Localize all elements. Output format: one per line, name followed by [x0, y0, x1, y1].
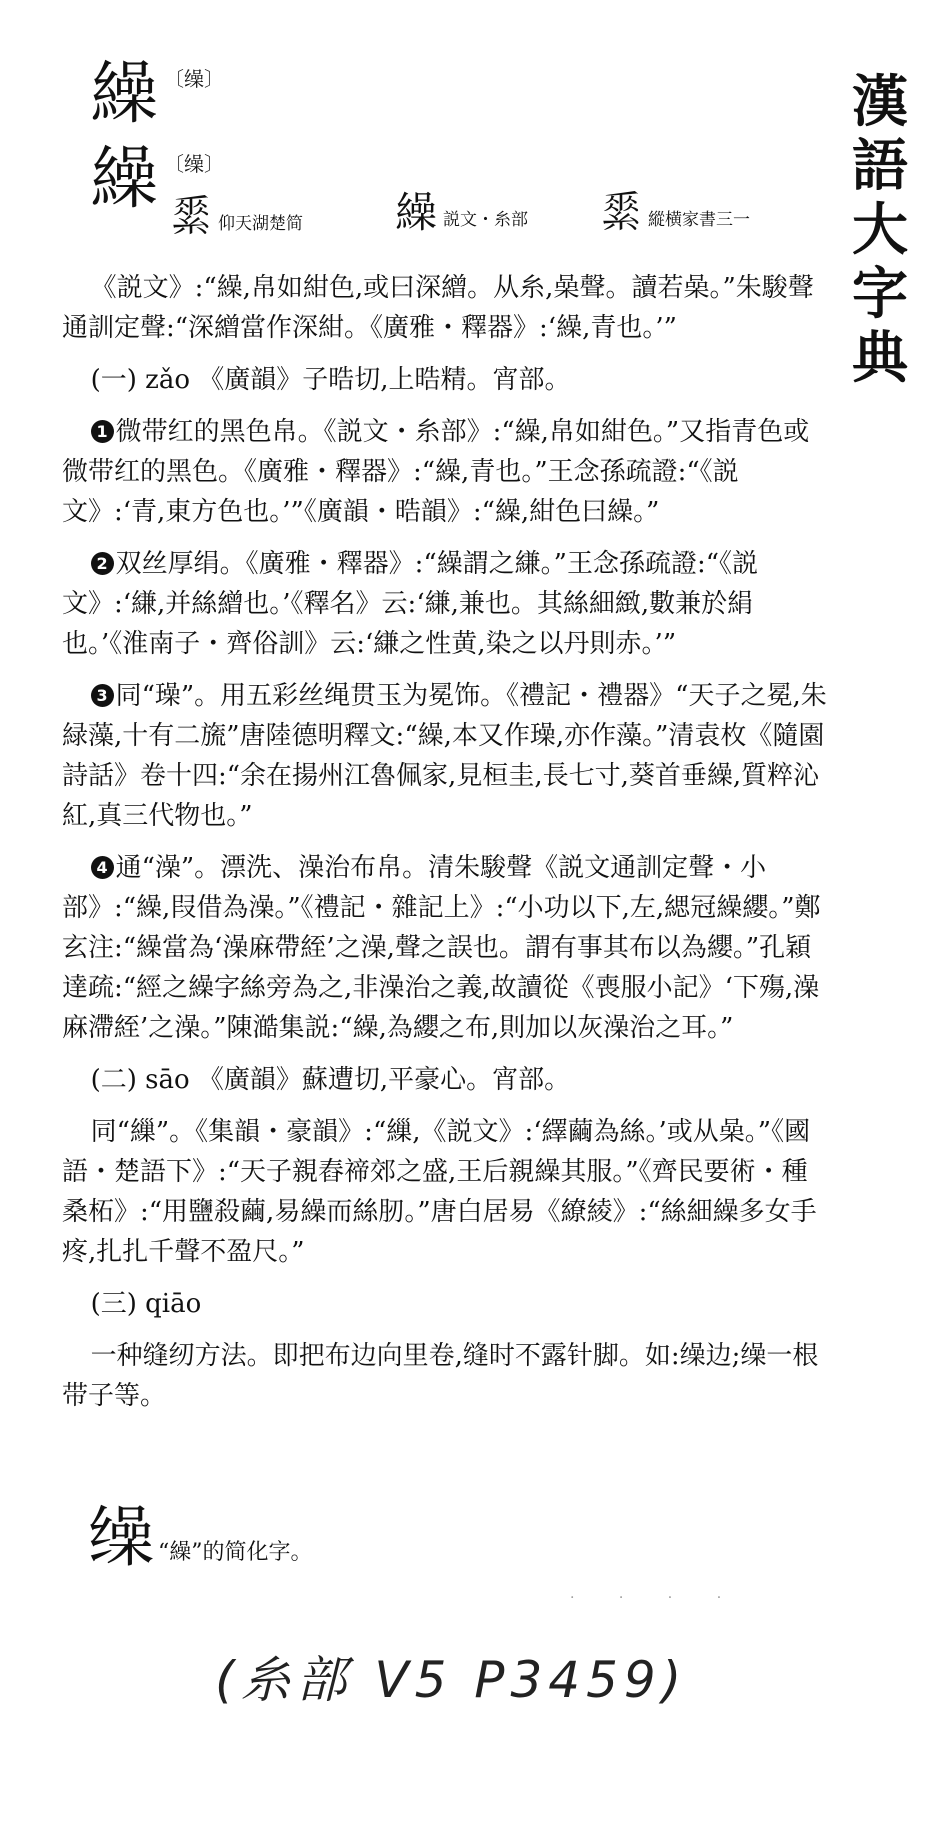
simplified-entry	[88, 1500, 313, 1576]
title-char: 典	[852, 325, 908, 391]
sense-b: 同“繅”。《集韻・豪韻》:“繅,《説文》:‘繹繭為絲。’或从喿。”《國語・楚語下》:“天子親舂禘郊之盛,王后親繰其服。”《齊民要術・種桑柘》:“用鹽殺繭,易繰而絲肕。”唐白居易《繚綾》:“絲細繰多女手疼,扎扎千聲不盈尺。”	[62, 1117, 817, 1267]
ancient-glyph: 𦃃	[170, 192, 213, 241]
simplified-char: 缲	[88, 1499, 154, 1576]
sense-c: 一种缝纫方法。即把布边向里卷,缝时不露针脚。如:缲边;缲一根带子等。	[62, 1341, 819, 1411]
title-char: 字	[852, 261, 908, 327]
headword-char: 繰	[90, 140, 159, 219]
headword-char: 繰	[90, 55, 159, 134]
ancient-form-caption: 仰天湖楚简	[218, 214, 304, 234]
sense-text: 双丝厚绢。《廣雅・釋器》:“繰謂之縑。”王念孫疏證:“《説文》:‘縑,并絲繒也。’《釋名》云:‘縑,兼也。其絲細緻,數兼於絹也。’《淮南子・齊俗訓》云:‘縑之性黄,染之以丹則赤。’”	[62, 549, 758, 659]
ancient-form-caption: 縱横家書三一	[648, 210, 751, 230]
definition-body	[62, 268, 832, 1428]
ancient-form-3	[600, 190, 750, 236]
ancient-glyph: 繰	[395, 188, 438, 237]
sense-1	[62, 412, 832, 532]
simplified-note: “繰”的简化字。	[158, 1540, 313, 1565]
ancient-forms	[170, 190, 830, 250]
sense-4	[62, 848, 832, 1048]
scan-speckles: · · · ·	[570, 1590, 742, 1606]
ancient-form-1	[170, 194, 303, 240]
sense-number-badge: 4	[91, 856, 114, 879]
reading-2: (二) sāo 《廣韻》蘇遭切,平豪心。宵部。	[90, 1065, 571, 1095]
headword-variant: 〔缲〕	[164, 152, 225, 176]
sense-number-badge: 2	[91, 552, 114, 575]
ancient-form-caption: 説文・糸部	[443, 210, 529, 230]
sense-text: 通“澡”。漂洗、澡治布帛。清朱駿聲《説文通訓定聲・小部》:“繰,叚借為澡。”《禮記・雜記上》:“小功以下,左,緦冠繰纓。”鄭玄注:“繰當為‘澡麻帶絰’之澡,聲之誤也。謂有事其布以為纓。”孔穎達疏:“經之繰字絲旁為之,非澡治之義,故讀從《喪服小記》‘下殤,澡麻滯絰’之澡。”陳澔集説:“繰,為纓之布,則加以灰澡治之耳。”	[62, 853, 821, 1043]
ancient-form-2	[395, 190, 528, 236]
sense-text: 微带红的黑色帛。《説文・糸部》:“繰,帛如紺色。”又指青色或微带红的黑色。《廣雅・釋器》:“繰,青也。”王念孫疏證:“《説文》:‘青,東方色也。’”《廣韻・晧韻》:“繰,紺色曰繰。”	[62, 417, 810, 527]
ancient-glyph: 𦃃	[600, 188, 643, 237]
dictionary-title	[840, 70, 920, 390]
reading-3: (三) qiāo	[90, 1289, 202, 1319]
title-char: 大	[852, 197, 908, 263]
sense-2	[62, 544, 832, 664]
sense-number-badge: 1	[91, 420, 114, 443]
reading-1: (一) zǎo 《廣韻》子晧切,上晧精。宵部。	[90, 365, 571, 395]
title-char: 漢	[852, 69, 908, 135]
title-char: 語	[852, 133, 908, 199]
sense-3	[62, 676, 832, 836]
headword-variant: 〔缲〕	[164, 67, 225, 91]
sense-text: 同“璪”。用五彩丝绳贯玉为冕饰。《禮記・禮器》“天子之冕,朱緑藻,十有二旒”唐陸德明釋文:“繰,本又作璪,亦作藻。”清袁枚《隨園詩話》卷十四:“余在揚州江魯佩家,見桓圭,長七寸,葵首垂繰,質粹沁紅,真三代物也。”	[62, 681, 827, 831]
headword-1	[90, 55, 224, 135]
handwritten-reference: (糸部 V5 P3459)	[215, 1651, 688, 1709]
definition-intro: 《説文》:“繰,帛如紺色,或曰深繒。从糸,喿聲。讀若喿。”朱駿聲通訓定聲:“深繒當作深紺。《廣雅・釋器》:‘繰,青也。’”	[62, 273, 814, 343]
sense-number-badge: 3	[91, 684, 114, 707]
